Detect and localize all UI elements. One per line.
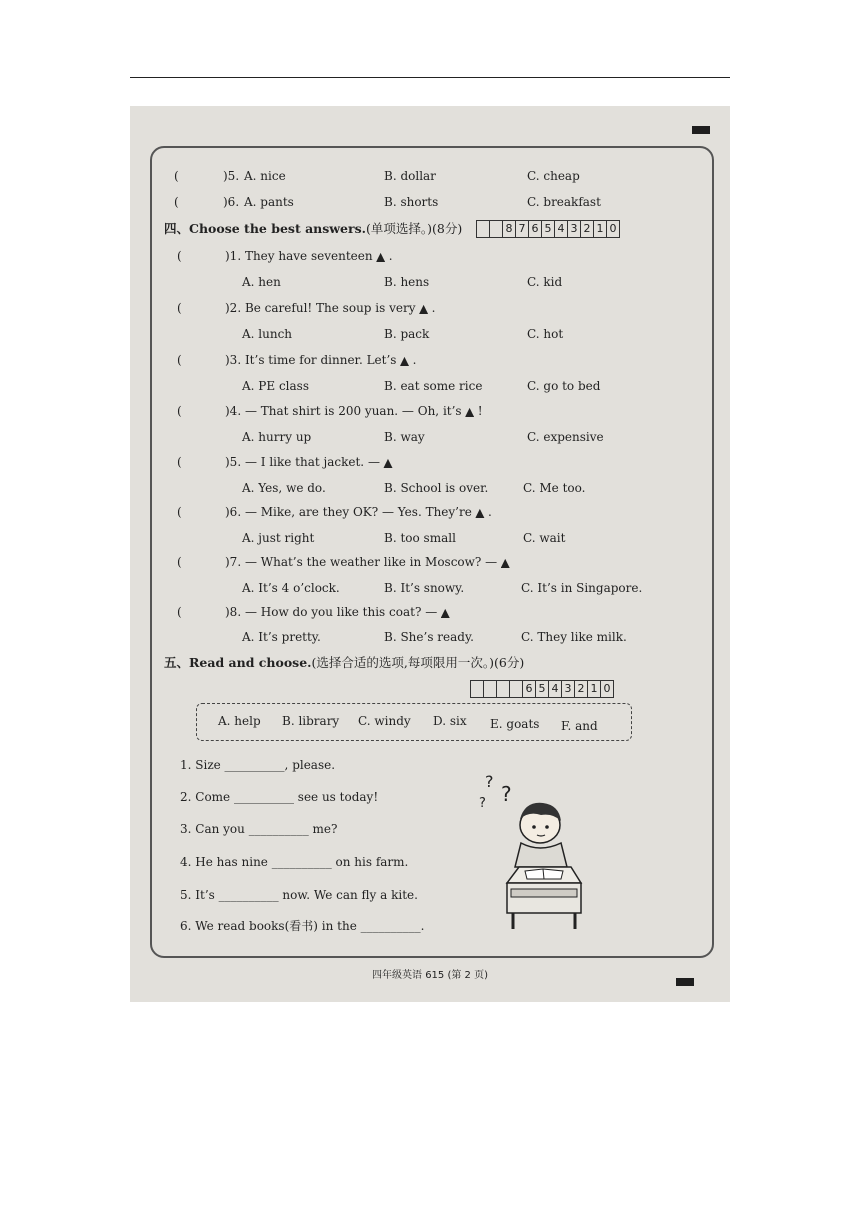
option-b: B. She’s ready. [384,630,474,644]
question-stem: )6. — Mike, are they OK? — Yes. They’re ▲ . [225,505,492,519]
score-cell: 3 [562,681,575,697]
question-stem: )7. — What’s the weather like in Moscow? — ▲ [225,555,510,569]
paren: ( [177,353,182,367]
svg-text:?: ? [479,796,486,811]
score-cell: 8 [503,221,516,237]
option-a: A. It’s pretty. [242,630,321,644]
score-cell: 2 [581,221,594,237]
top-rule [130,77,730,78]
score-cell: 1 [588,681,601,697]
score-box [470,680,614,698]
option-c: C. Me too. [523,481,586,495]
score-cell [497,681,510,697]
answer-blank-marker: ▲ [383,456,393,469]
score-cell: 6 [523,681,536,697]
svg-text:?: ? [501,782,512,806]
score-cell: 4 [555,221,568,237]
paren: ( [174,169,179,183]
option-c: C. breakfast [527,195,601,209]
section4-title: 四、Choose the best answers. [164,221,366,236]
option-a: A. nice [244,169,286,183]
option-b: B. hens [384,275,430,289]
fill-sentence: 6. We read books(看书) in the __________. [180,919,425,933]
word-option: F. and [561,719,598,733]
score-cell: 3 [568,221,581,237]
answer-blank-marker: ▲ [376,250,385,263]
question-stem: )1. They have seventeen ▲ . [225,249,393,263]
fill-sentence: 5. It’s __________ now. We can fly a kite. [180,888,418,902]
score-box [476,220,620,238]
paren: ( [177,249,182,263]
fill-sentence: 1. Size __________, please. [180,758,336,772]
answer-blank-marker: ▲ [419,302,428,315]
option-b: B. eat some rice [384,379,483,393]
score-cell: 6 [529,221,542,237]
word-option: A. help [218,714,261,728]
question-stem: )5. — I like that jacket. — ▲ [225,455,393,469]
paren: ( [177,555,182,569]
score-cell: 5 [536,681,549,697]
question-stem: )3. It’s time for dinner. Let’s ▲ . [225,353,417,367]
fill-sentence: 4. He has nine __________ on his farm. [180,855,409,869]
score-cell: 0 [603,682,611,695]
option-b: B. dollar [384,169,436,183]
score-cell: 1 [594,221,607,237]
question-stem: )2. Be careful! The soup is very ▲ . [225,301,436,315]
option-b: B. It’s snowy. [384,581,465,595]
section4-note: (单项选择。)(8分) [366,221,463,236]
score-cell: 4 [549,681,562,697]
answer-blank-marker: ▲ [501,556,510,569]
option-c: C. wait [523,531,566,545]
registration-mark [692,126,710,134]
answer-blank-marker: ▲ [400,354,409,367]
paren: ( [174,195,179,209]
option-c: C. expensive [527,430,604,444]
score-cell [471,681,484,697]
score-cell: 7 [516,221,529,237]
word-option: D. six [433,714,467,728]
option-a: A. hurry up [242,430,312,444]
paren: ( [177,605,182,619]
section5-note: (选择合适的选项,每项限用一次。)(6分) [311,655,525,670]
option-c: C. hot [527,327,564,341]
score-cell: 5 [542,221,555,237]
question-stem: )4. — That shirt is 200 yuan. — Oh, it’s ▲ ! [225,404,483,418]
score-cell [510,681,523,697]
option-a: A. PE class [242,379,309,393]
option-a: A. It’s 4 o’clock. [242,581,340,595]
section5-title: 五、Read and choose. [164,655,312,670]
score-cell [477,221,490,237]
section5-heading [164,656,524,670]
paren: ( [177,404,182,418]
paren: ( [177,505,182,519]
score-cell [490,221,503,237]
word-option: E. goats [490,717,540,731]
paren: ( [177,301,182,315]
page-footer: 四年级英语 615 (第 2 页) [372,970,488,981]
page-frame [150,146,714,958]
scanned-page [130,106,730,1002]
option-a: A. Yes, we do. [242,481,326,495]
option-c: C. They like milk. [521,630,627,644]
option-a: A. just right [242,531,315,545]
score-cell: 2 [575,681,588,697]
score-cell [484,681,497,697]
option-c: C. cheap [527,169,580,183]
option-b: B. shorts [384,195,439,209]
paren: ( [177,455,182,469]
fill-sentence: 3. Can you __________ me? [180,822,338,836]
option-a: A. hen [242,275,281,289]
word-option: B. library [282,714,340,728]
boy-reading-illustration [479,771,615,931]
score-cell: 0 [609,222,617,235]
option-b: B. too small [384,531,456,545]
option-b: B. School is over. [384,481,489,495]
answer-blank-marker: ▲ [475,506,485,519]
answer-blank-marker: ▲ [465,405,474,418]
question-stem: )8. — How do you like this coat? — ▲ [225,605,450,619]
q-number: )5. [223,169,240,183]
option-a: A. pants [244,195,294,209]
option-b: B. pack [384,327,430,341]
option-c: C. kid [527,275,563,289]
option-a: A. lunch [242,327,293,341]
option-b: B. way [384,430,425,444]
section4-heading [164,222,462,236]
fill-sentence: 2. Come __________ see us today! [180,790,379,804]
option-c: C. go to bed [527,379,601,393]
answer-blank-marker: ▲ [441,606,450,619]
option-c: C. It’s in Singapore. [521,581,643,595]
word-option: C. windy [358,714,411,728]
q-number: )6. [223,195,240,209]
svg-text:?: ? [485,772,494,791]
